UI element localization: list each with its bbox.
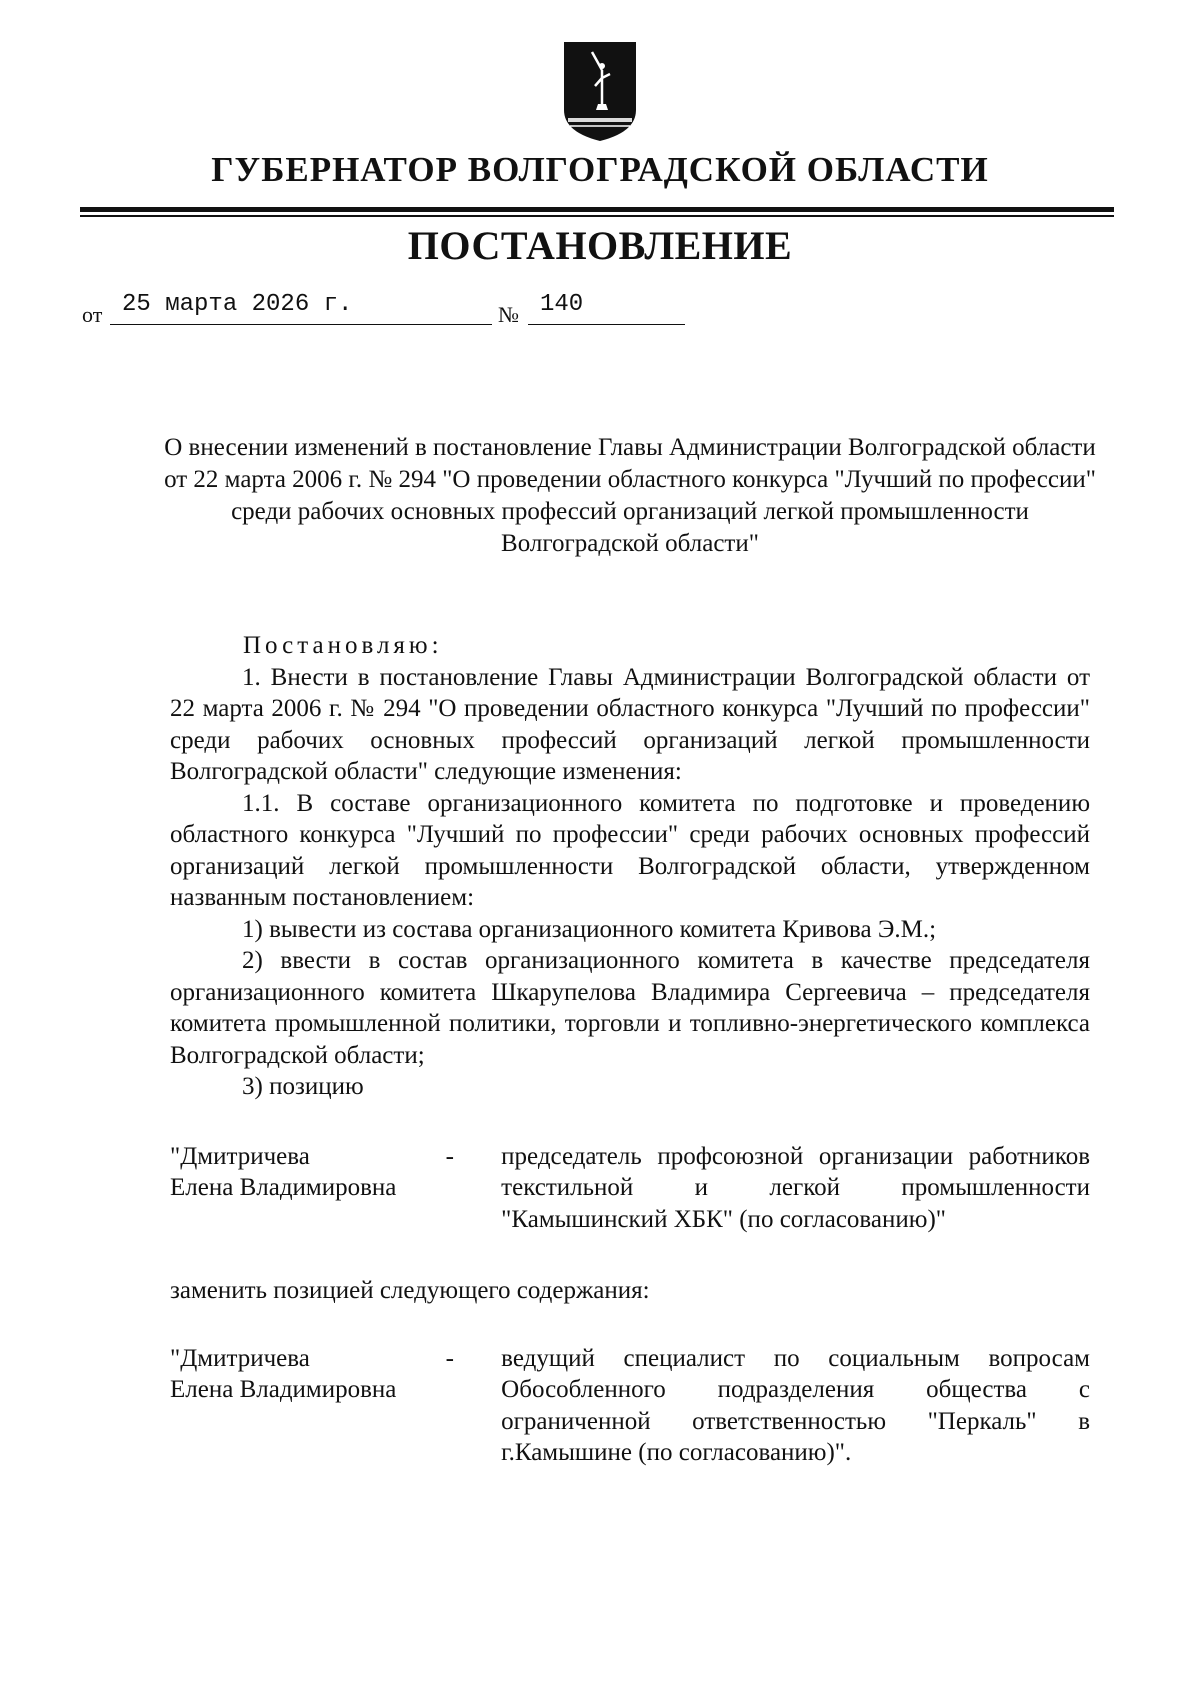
paragraph-1-1: 1.1. В составе организационного комитета по подготовке и проведению областного конкурса "Лучший по профессии" среди рабочих основных профессий организаций легкой промышленности Волгоградской области, утвержденном названным постановлением: xyxy=(170,789,1090,911)
paragraph-1: 1. Внести в постановление Главы Администрации Волгоградской области от 22 марта 2006 г. № 294 "О проведении областного конкурса "Лучший по профессии" среди рабочих основных профессий организаций легкой промышленности Волгоградской области" следующие изменения: xyxy=(170,663,1090,785)
governor-title: ГУБЕРНАТОР ВОЛГОГРАДСКОЙ ОБЛАСТИ xyxy=(211,150,989,189)
new-position-description: ведущий специалист по социальным вопросам Обособленного подразделения общества с ограниченной ответственностью "Перкаль" в г.Камышине (по согласованию)". xyxy=(501,1344,1090,1466)
date-value: 25 марта 2026 г. xyxy=(110,290,492,325)
old-position-dash: - xyxy=(445,1142,454,1170)
item-1: 1) вывести из состава организационного комитета Кривова Э.М.; xyxy=(242,915,937,943)
header-divider-thin xyxy=(80,215,1114,217)
new-position-dash: - xyxy=(445,1344,454,1372)
coat-of-arms-icon xyxy=(562,40,638,143)
replace-with-text: заменить позицией следующего содержания: xyxy=(170,1277,650,1304)
document-body xyxy=(170,630,1090,1469)
resolve-heading: Постановляю: xyxy=(243,632,443,659)
new-position-name: "Дмитричева Елена Владимировна xyxy=(170,1344,397,1403)
new-position xyxy=(170,1343,1090,1469)
date-number-row xyxy=(0,290,1200,330)
number-label: № xyxy=(498,302,519,327)
header-divider xyxy=(80,207,1114,212)
document-type: ПОСТАНОВЛЕНИЕ xyxy=(407,223,793,268)
date-label: от xyxy=(82,302,103,327)
old-position-name: "Дмитричева Елена Владимировна xyxy=(170,1142,397,1201)
old-position xyxy=(170,1141,1090,1236)
document-subject: О внесении изменений в постановление Главы Администрации Волгоградской области от 22 марта 2006 г. № 294 "О проведении областного конкурса "Лучший по профессии" среди рабочих основных профессий организаций легкой промышленности Волгоградской области" xyxy=(164,434,1096,557)
old-position-description: председатель профсоюзной организации работников текстильной и легкой промышленности "Камышинский ХБК" (по согласованию)" xyxy=(501,1142,1090,1233)
number-value: 140 xyxy=(528,290,685,325)
item-2: 2) ввести в состав организационного комитета в качестве председателя организационного комитета Шкарупелова Владимира Сергеевича – председателя комитета промышленной политики, торговли и топливно-энергетического комплекса Волгоградской области; xyxy=(170,947,1090,1069)
item-3: 3) позицию xyxy=(242,1073,364,1100)
